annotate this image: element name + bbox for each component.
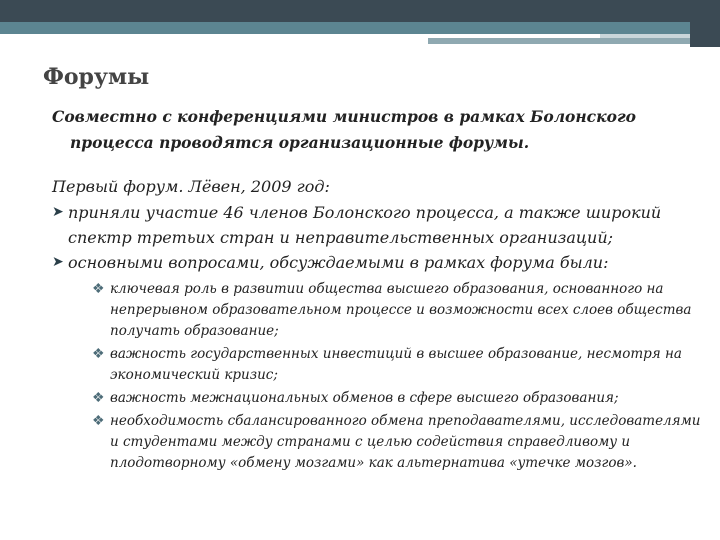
sub-bullet-text: важность государственных инвестиций в высшее образование, несмотря на экономический кризис;: [110, 346, 682, 383]
sub-bullet-text: ключевая роль в развитии общества высшего образования, основанного на непрерывном образовательном процессе и возможности всех слоев общества получать образование;: [110, 281, 692, 339]
slide-title: Форумы: [43, 64, 150, 90]
header-corner-block: [690, 0, 720, 47]
list-item: [92, 388, 702, 409]
arrow-bullet-icon: ➤: [52, 254, 64, 270]
bullet-text: основными вопросами, обсуждаемыми в рамках форума были:: [68, 253, 609, 272]
list-item: [92, 411, 702, 474]
sub-bullet-text: важность межнациональных обменов в сфере высшего образования;: [110, 390, 619, 406]
sub-bullet-list: [92, 279, 702, 474]
sub-bullet-text: необходимость сбалансированного обмена преподавателями, исследователями и студентами между странами с целью содействия справедливому и плодотворному «обмену мозгами» как альтернатива «утечке мозгов».: [110, 413, 701, 471]
slide-content: [52, 104, 702, 476]
diamond-bullet-icon: ❖: [92, 413, 105, 429]
list-item: [92, 279, 702, 342]
arrow-bullet-icon: ➤: [52, 204, 64, 220]
intro-paragraph: Совместно с конференциями министров в рамках Болонского процесса проводятся организационные форумы.: [52, 107, 636, 152]
header-accent-line: [428, 38, 690, 44]
list-item: [52, 200, 702, 250]
forum-heading: Первый форум. Лёвен, 2009 год:: [52, 177, 330, 196]
header-bar-teal: [0, 22, 720, 34]
diamond-bullet-icon: ❖: [92, 281, 105, 297]
main-bullet-list: [52, 200, 702, 474]
diamond-bullet-icon: ❖: [92, 390, 105, 406]
list-item: [52, 250, 702, 474]
header-bar-dark: [0, 0, 720, 22]
bullet-text: приняли участие 46 членов Болонского процесса, а также широкий спектр третьих стран и неправительственных организаций;: [68, 203, 662, 247]
list-item: [92, 344, 702, 386]
diamond-bullet-icon: ❖: [92, 346, 105, 362]
